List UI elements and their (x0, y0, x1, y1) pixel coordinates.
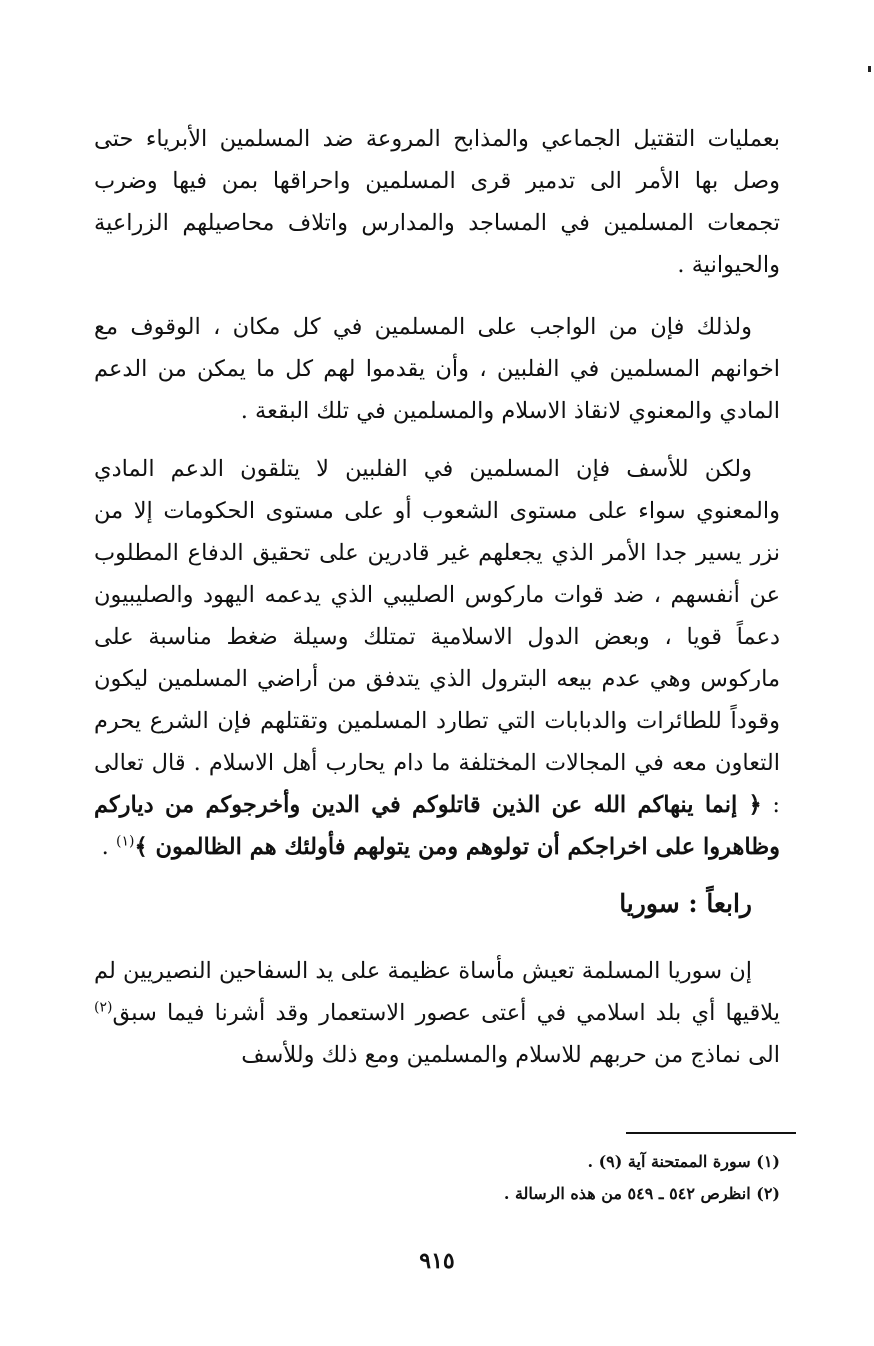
paragraph-3 (94, 448, 780, 868)
page-number: ٩١٥ (419, 1248, 455, 1274)
paragraph-2 (94, 306, 780, 432)
paragraph-1 (94, 118, 780, 286)
paragraph-4-text-b: الى نماذج من حربهم للاسلام والمسلمين ومع ذلك وللأسف (241, 1042, 780, 1068)
paragraph-4-text-a: إن سوريا المسلمة تعيش مأساة عظيمة على يد السفاحين النصيريين لم يلاقيها أي بلد اسلامي في أعتى عصور الاستعمار وقد أشرنا فيما سبق (94, 958, 780, 1026)
footnote-2: (٢) انظرص ٥٤٢ ـ ٥٤٩ من هذه الرسالة . (503, 1184, 780, 1203)
scan-mark (868, 66, 871, 72)
footnotes (94, 1146, 780, 1210)
paragraph-1-text: بعمليات التقتيل الجماعي والمذابح المروعة ضد المسلمين الأبرياء حتى وصل بها الأمر الى تدمير قرى المسلمين واحراقها بمن فيها وضرب تجمعات المسلمين في المساجد والمدارس واتلاف محاصيلهم الزراعية والحيوانية . (94, 126, 780, 278)
footnote-ref-2: (٢) (94, 999, 113, 1016)
quran-verse-end: . (101, 834, 116, 860)
paragraph-2-text: ولذلك فإن من الواجب على المسلمين في كل مكان ، الوقوف مع اخوانهم المسلمين في الفلبين ، وأن يقدموا لهم كل ما يمكن من الدعم المادي والمعنوي لانقاذ الاسلام والمسلمين في تلك البقعة . (94, 314, 780, 424)
section-heading: رابعاً : سوريا (619, 889, 752, 918)
paragraph-4 (94, 950, 780, 1076)
footnote-divider (626, 1132, 796, 1134)
footnote-ref-1: (١) (115, 833, 135, 850)
footnote-1: (١) سورة الممتحنة آية (٩) . (587, 1152, 780, 1171)
paragraph-3-text: ولكن للأسف فإن المسلمين في الفلبين لا يتلقون الدعم المادي والمعنوي سواء على مستوى الشعوب أو على مستوى الحكومات إلا من نزر يسير جدا الأمر الذي يجعلهم غير قادرين على تحقيق الدفاع المطلوب عن أنفسهم ، ضد قوات ماركوس الصليبي الذي يدعمه اليهود والصليبيون دعماً قويا ، وبعض الدول الاسلامية تمتلك وسيلة ضغط مناسبة على ماركوس وهي عدم بيعه البترول الذي يتدفق من أراضي المسلمين ليكون وقوداً للطائرات والدبابات التي تطارد المسلمين وتقتلهم فإن الشرع يحرم التعاون معه في المجالات المختلفة ما دام يحارب أهل الاسلام . قال تعالى : (94, 456, 780, 818)
quran-verse: ﴿ إنما ينهاكم الله عن الذين قاتلوكم في الدين وأخرجوكم من دياركم وظاهروا على اخراجكم أن تولوهم ومن يتولهم فأولئك هم الظالمون ﴾ (94, 792, 780, 860)
